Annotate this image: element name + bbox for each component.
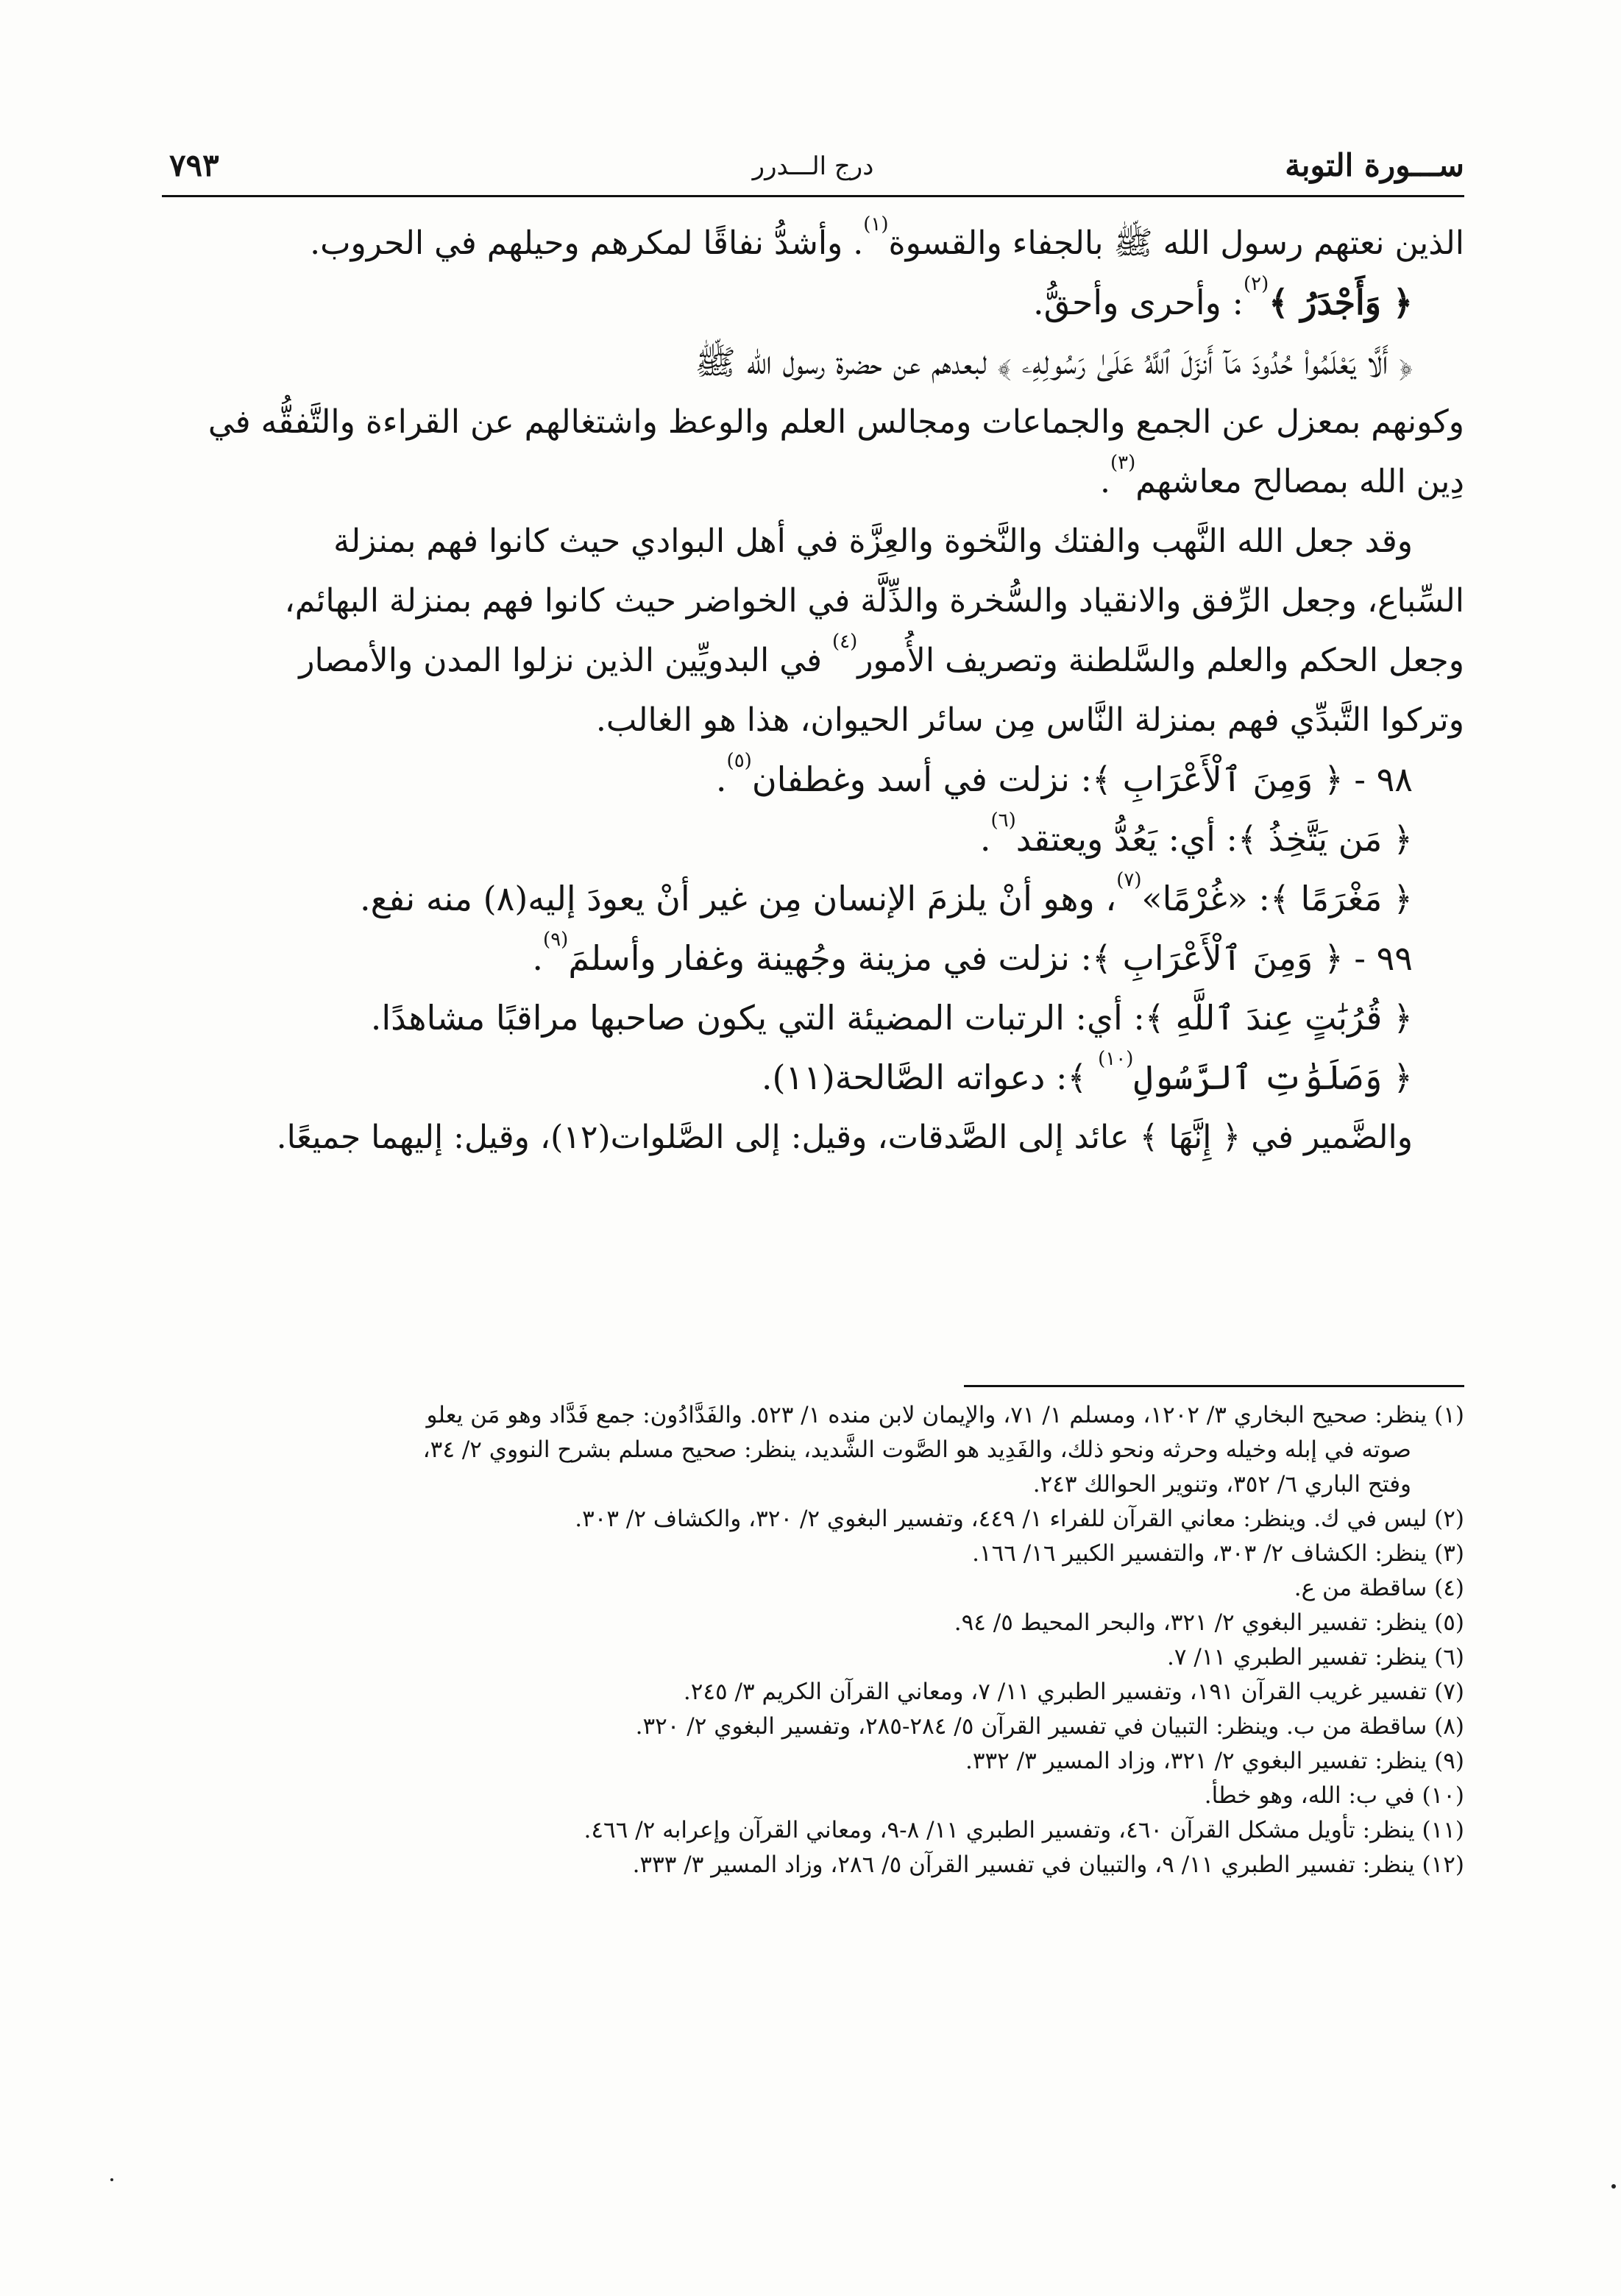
text-line: السِّباع، وجعل الرِّفق والانقياد والسُّخرة والذِّلَّة في الخواضر حيث كانوا فهم بمنزلة البهائم،: [284, 582, 1464, 620]
text-line: دِين الله بمصالح معاشهم$^{(٣)}$.: [1099, 452, 1464, 500]
footnotes: [158, 1398, 1464, 1882]
main-text: [158, 213, 1464, 1167]
verse-line: ٩٨ - ﴿ وَمِنَ ٱلْأَعْرَابِ ﴾: نزلت في أسد وغطفان$^{(٥)}$.: [715, 750, 1413, 799]
text-line: الذين نعتهم رسول الله ﷺ بالجفاء والقسوة$^{(١)}$. وأشدُّ نفاقًا لمكرهم وحيلهم في الحروب.: [310, 213, 1464, 262]
footnote: (٥) ينظر: تفسير البغوي ٢/ ٣٢١، والبحر المحيط ٥/ ٩٤.: [954, 1609, 1464, 1636]
text-line: ﴿ وَأَجْدَرُ ﴾$^{(٢)}$: وأحرى وأحقُّ.: [1033, 273, 1413, 322]
running-header: [162, 147, 1464, 191]
surah-title: ســـورة التوبة: [1285, 147, 1464, 183]
scan-speck: [110, 2178, 113, 2181]
footnote: (١) ينظر: صحيح البخاري ٣/ ١٢٠٢، ومسلم ١/ ٧١، والإيمان لابن منده ١/ ٥٢٣. والفَدَّادُون: جمع فَدَّاد وهو مَن يعلو: [426, 1402, 1464, 1428]
text-line: وجعل الحكم والعلم والسَّلطنة وتصريف الأُمور$^{(٤)}$ في البدويِّين الذين نزلوا المدن والأمصار: [299, 631, 1464, 679]
footnote-rule: [964, 1385, 1464, 1387]
footnote: (١٠) في ب: الله، وهو خطأ.: [1204, 1782, 1464, 1809]
text-line: ﴿ أَلَّا يَعْلَمُواْ حُدُودَ مَآ أَنزَلَ ٱللَّهُ عَلَىٰ رَسُولِهِۦ ﴾ لبعدهم عن حضرة رسول الله ﷺ: [695, 342, 1413, 382]
verse-line: ﴿ مَن يَتَّخِذُ ﴾: أي: يَعُدُّ ويعتقد$^{(٦)}$.: [979, 809, 1413, 859]
footnote: (٢) ليس في ك. وينظر: معاني القرآن للفراء ١/ ٤٤٩، وتفسير البغوي ٢/ ٣٢٠، والكشاف ٢/ ٣٠٣.: [575, 1506, 1464, 1532]
page-number: ٧٩٣: [169, 147, 219, 183]
footnote-continuation: صوته في إبله وخيله وحرثه ونحو ذلك، والفَدِيد هو الصَّوت الشَّديد، ينظر: صحيح مسلم بشرح النووي ٢/ ٣٤،: [422, 1436, 1411, 1463]
header-rule: [162, 195, 1464, 197]
text-line: وتركوا التَّبدِّي فهم بمنزلة النَّاس مِن سائر الحيوان، هذا هو الغالب.: [595, 701, 1464, 739]
footnote: (٤) ساقطة من ع.: [1294, 1575, 1464, 1601]
verse-line: ٩٩ - ﴿ وَمِنَ ٱلْأَعْرَابِ ﴾: نزلت في مزينة وجُهينة وغفار وأسلمَ$^{(٩)}$.: [532, 929, 1413, 978]
footnote: (٦) ينظر: تفسير الطبري ١١/ ٧.: [1166, 1644, 1464, 1670]
footnote-continuation: وفتح الباري ٦/ ٣٥٢، وتنوير الحوالك ٢٤٣.: [1032, 1471, 1411, 1498]
book-title: درج الـــدرر: [752, 152, 874, 181]
verse-line: ﴿ مَغْرَمًا ﴾: «غُرْمًا»$^{(٧)}$، وهو أنْ يلزمَ الإنسان مِن غير أنْ يعودَ إليه(٨) منه نفع.: [360, 869, 1413, 918]
footnote: (٨) ساقطة من ب. وينظر: التبيان في تفسير القرآن ٥/ ٢٨٤-٢٨٥، وتفسير البغوي ٢/ ٣٢٠.: [635, 1713, 1464, 1740]
text-line: وكونهم بمعزل عن الجمع والجماعات ومجالس العلم والوعظ واشتغالهم عن القراءة والتَّفقُّه في: [207, 403, 1464, 441]
footnote: (٩) ينظر: تفسير البغوي ٢/ ٣٢١، وزاد المسير ٣/ ٣٣٢.: [965, 1748, 1464, 1774]
scan-speck: [1611, 2184, 1616, 2189]
verse-line: ﴿ وَصَلَوَٰتِ ٱلرَّسُولِ$^{(١٠)}$ ﴾: دعواته الصَّالحة(١١).: [761, 1048, 1413, 1097]
text-line: وقد جعل الله النَّهب والفتك والنَّخوة والعِزَّة في أهل البوادي حيث كانوا فهم بمنزلة: [333, 522, 1413, 560]
verse-line: ﴿ قُرُبَٰتٍ عِندَ ٱللَّهِ ﴾: أي: الرتبات المضيئة التي يكون صاحبها مراقبًا مشاهدًا.: [370, 998, 1413, 1038]
footnote: (٧) تفسير غريب القرآن ١٩١، وتفسير الطبري ١١/ ٧، ومعاني القرآن الكريم ٣/ ٢٤٥.: [683, 1679, 1464, 1705]
footnote: (٣) ينظر: الكشاف ٢/ ٣٠٣، والتفسير الكبير ١٦/ ١٦٦.: [972, 1540, 1464, 1567]
text-line: والضَّمير في ﴿ إِنَّهَا ﴾ عائد إلى الصَّدقات، وقيل: إلى الصَّلوات(١٢)، وقيل: إليهما جميعًا.: [276, 1119, 1413, 1156]
footnote: (١٢) ينظر: تفسير الطبري ١١/ ٩، والتبيان في تفسير القرآن ٥/ ٢٨٦، وزاد المسير ٣/ ٣٣٣.: [632, 1852, 1464, 1878]
footnote: (١١) ينظر: تأويل مشكل القرآن ٤٦٠، وتفسير الطبري ١١/ ٨-٩، ومعاني القرآن وإعرابه ٢/ ٤٦٦.: [584, 1817, 1464, 1843]
